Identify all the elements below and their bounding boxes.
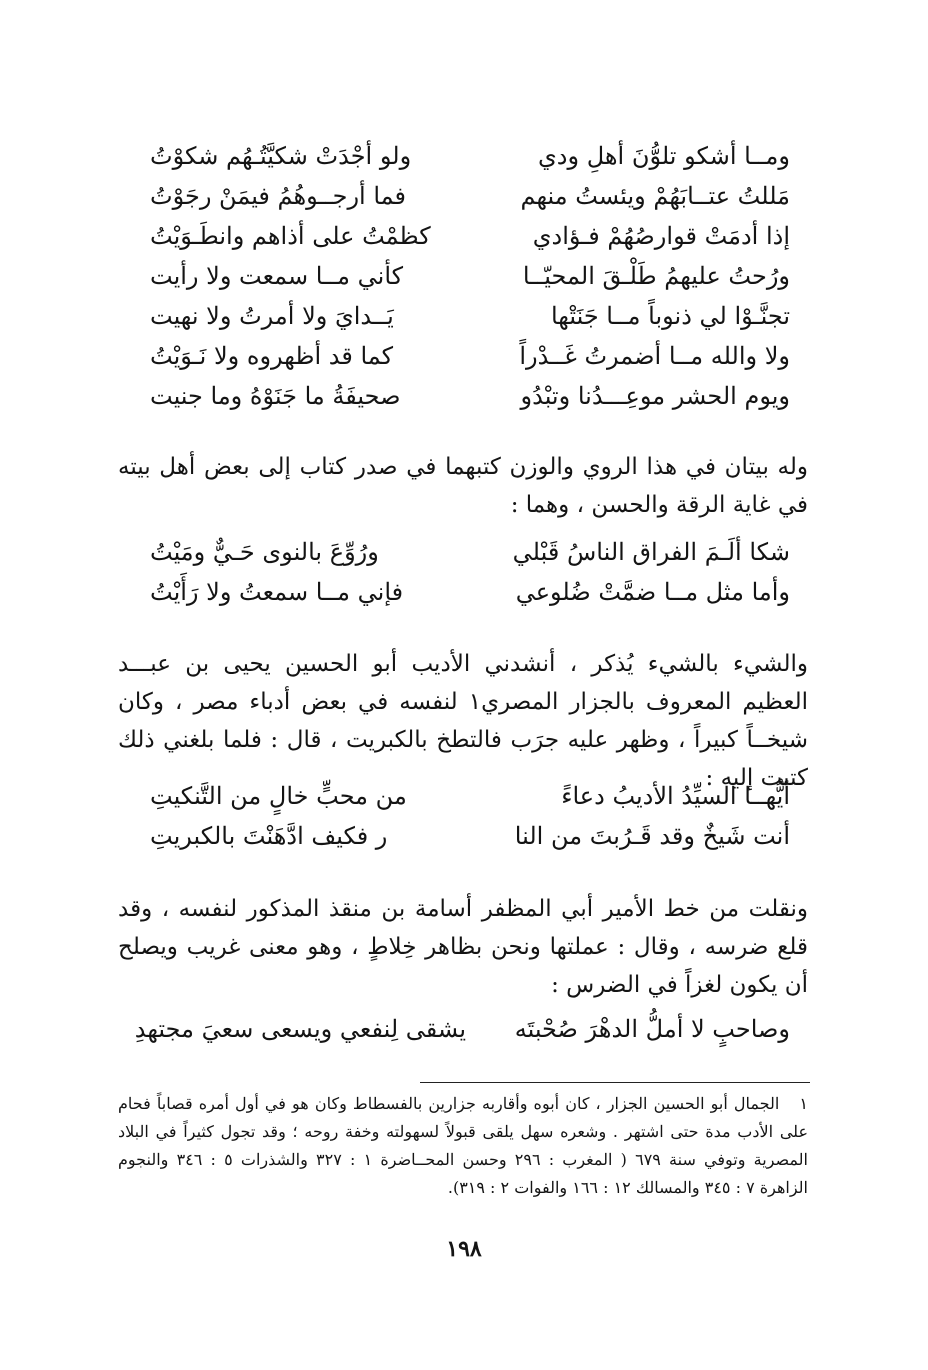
verse-second-hemistich: يَــدايَ ولا أمرتُ ولا نهيت [150,302,394,330]
verse-first-hemistich: ومــا أشكو تلوُّنَ أهلِ ودي [538,142,790,170]
verse-line [150,538,790,578]
prose-paragraph-2 [118,645,808,797]
verse-second-hemistich: فما أرجــوهُمُ فيمَنْ رجَوْتُ [150,182,407,210]
verse-second-hemistich: كما قد أظهروه ولا نَـوَيْتُ [150,342,394,370]
verse-first-hemistich: وأما مثل مــا ضمَّتْ ضُلوعي [515,578,790,606]
verse-first-hemistich: أنت شَيخٌ وقد قَـرُبتَ من النا [514,822,790,850]
verse-second-hemistich: صحيفَةُ ما جَنَوْهُ وما جنيت [150,382,401,410]
poem-block-3 [150,782,790,862]
verse-line [150,342,790,382]
verse-line [150,142,790,182]
verse-first-hemistich: تجنَّـوْا لي ذنوباً مــا جَنَتْها [550,302,790,330]
verse-first-hemistich: ولا والله مــا أضمرتُ غَــدْراً [519,342,790,370]
verse-line [150,822,790,862]
verse-line [150,262,790,302]
verse-first-hemistich: مَللتُ عتــابَهُمْ ويئستُ منهم [520,182,790,210]
verse-second-hemistich: فإني مــا سمعتُ ولا رَأَيْتُ [150,578,404,606]
poem-block-1 [150,142,790,422]
footnote-number: ١ [799,1094,808,1113]
verse-first-hemistich: شكا ألَـمَ الفراق الناسُ قَبْلي [512,538,790,566]
verse-second-hemistich: من محبٍّ خالٍ من التَّنكيتِ [150,782,407,810]
paragraph-text: ونقلت من خط الأمير أبي المظفر أسامة بن منقذ المذكور لنفسه ، وقد قلع ضرسه ، وقال : عملتها ونحن بظاهر خِلاطٍ ، وهو معنى غريب ويصلح أن يكون لغزاً في الضرس : [118,896,808,998]
verse-second-hemistich: كظمْتُ على أذاهم وانطَـوَيْتُ [150,222,431,250]
verse-first-hemistich: أيُّهــا السيِّدُ الأديبُ دعاءً [561,782,790,810]
verse-second-hemistich: ورُوِّعَ بالنوى حَـيٌّ ومَيْتُ [150,538,379,566]
verse-line [150,222,790,262]
verse-first-hemistich: إذا أدمَتْ قوارصُهُمْ فـؤادي [532,222,790,250]
poem-block-2 [150,538,790,618]
prose-paragraph-1 [118,448,808,524]
footnotes [118,1090,808,1202]
footnote-separator [420,1082,810,1083]
verse-line [150,382,790,422]
footnote-text: الجمال أبو الحسين الجزار ، كان أبوه وأقاربه جزارين بالفسطاط وكان هو في أول أمره قصاباً فحام على الأدب مدة حتى اشتهر . وشعره سهل يلقى قبولاً لسهولته وخفة روحه ؛ وقد تجول كثيراً في البلاد المصرية وتوفي سنة ٦٧٩ ( المغرب : ٢٩٦ وحسن المحــاضرة ١ : ٣٢٧ والشذرات ٥ : ٣٤٦ والنجوم الزاهرة ٧ : ٣٤٥ والمسالك ١٢ : ١٦٦ والفوات ٢ : ٣١٩). [118,1094,808,1197]
footnote [118,1090,808,1202]
verse-line [150,302,790,342]
verse-second-hemistich: ولو أجْدَتْ شكيَّتُـهُم شكوْتُ [150,142,412,170]
page-number: ١٩٨ [446,1236,482,1262]
prose-paragraph-3 [118,890,808,1004]
verse-first-hemistich: ويوم الحشر موعِـــدُنا وتبْدُو [520,382,790,410]
paragraph-text: وله بيتان في هذا الروي والوزن كتبهما في صدر كتاب إلى بعض أهل بيته في غاية الرقة والحسن ، وهما : [118,454,808,518]
verse-second-hemistich: يشقى لِنفعي ويسعى سعيَ مجتهدِ [134,1015,466,1043]
verse-second-hemistich: ر فكيف ادَّهَنْتَ بالكبريتِ [150,822,388,850]
verse-first-hemistich: وصاحبٍ لا أملُّ الدهْرَ صُحْبتَه [514,1015,790,1043]
verse-line [150,578,790,618]
verse-second-hemistich: كأني مــا سمعت ولا رأيت [150,262,404,290]
paragraph-text: والشيء بالشيء يُذكر ، أنشدني الأديب أبو الحسين يحيى بن عبـــد العظيم المعروف بالجزار المصري١ لنفسه في بعض أدباء مصر ، وكان شيخــاً كبيراً ، وظهر عليه جرَب فالتطخ بالكبريت ، قال : فلما بلغني ذلك كتبت إليه : [118,651,809,791]
verse-line [150,782,790,822]
verse-line [134,1015,790,1055]
poem-block-4 [134,1015,790,1055]
verse-first-hemistich: ورُحتُ عليهمُ طَلْـقَ المحيّــا [522,262,790,290]
verse-line [150,182,790,222]
